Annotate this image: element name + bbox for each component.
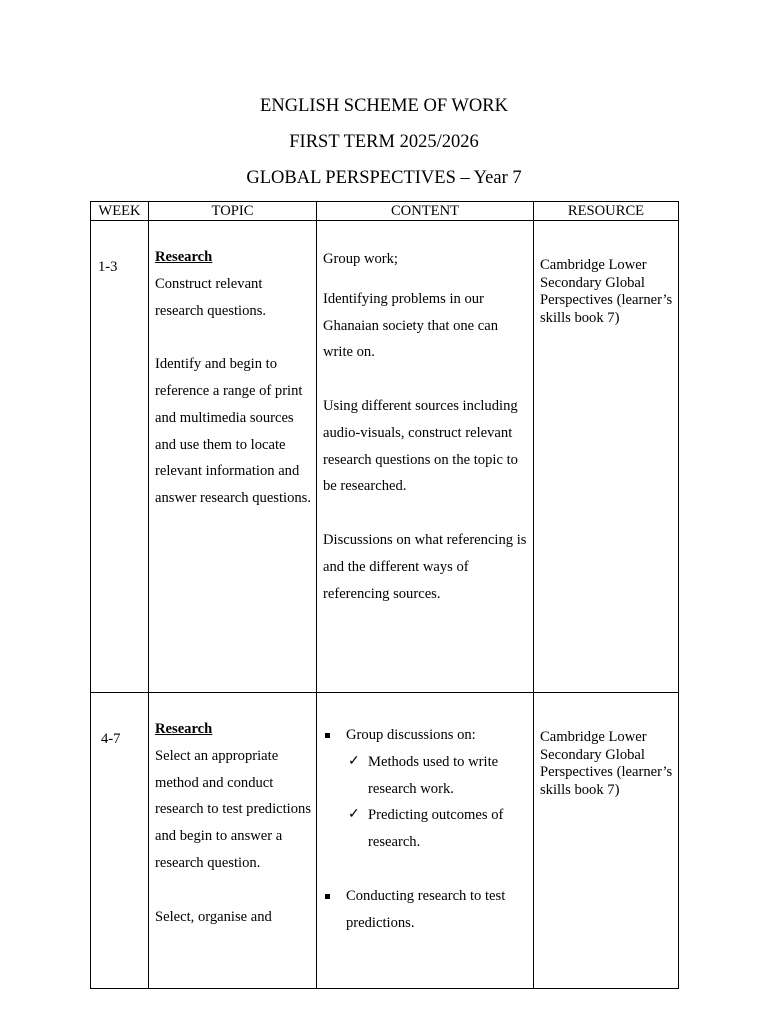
checkmark-icon: ✓ [348,753,360,769]
scheme-table [90,201,679,989]
list-item [346,749,529,803]
list-item [323,883,529,937]
topic-title: Research [155,721,213,737]
topic-cell [149,221,317,693]
topic-objective: Construct relevant research questions. [155,275,267,319]
topic-cell [149,693,317,989]
subject-heading: GLOBAL PERSPECTIVES – Year 7 [246,168,522,188]
resource-cell: Cambridge Lower Secondary Global Perspectives (learner’s skills book 7) [534,221,679,693]
resource-cell: Cambridge Lower Secondary Global Perspectives (learner’s skills book 7) [534,693,679,989]
list-item [323,722,529,856]
content-list [323,722,529,936]
header-content: CONTENT [317,202,534,221]
header-resource: RESOURCE [534,202,679,221]
week-cell: 4-7 [91,693,149,989]
header-topic: TOPIC [149,202,317,221]
term-heading: FIRST TERM 2025/2026 [289,132,479,152]
topic-title: Research [155,249,213,265]
document-title: ENGLISH SCHEME OF WORK [260,96,508,116]
content-paragraph: Discussions on what referencing is and the different ways of referencing sources. [323,531,527,602]
content-paragraph: Group work; [323,251,398,267]
square-bullet-icon [325,894,330,899]
list-item-text: Group discussions on: [346,727,476,743]
topic-objective: Select an appropriate method and conduct research to test predictions and begin to answer a research question. [155,747,312,871]
table-row [91,221,679,693]
checkmark-icon: ✓ [348,807,360,823]
square-bullet-icon [325,733,330,738]
list-item-text: Methods used to write research work. [368,753,499,797]
list-item-text: Conducting research to test predictions. [346,887,506,931]
list-item [346,802,529,856]
table-header-row [91,202,679,221]
week-cell: 1-3 [91,221,149,693]
content-paragraph: Identifying problems in our Ghanaian society that one can write on. [323,290,499,361]
sub-list [346,749,529,856]
topic-objective: Select, organise and [155,908,272,925]
list-item-text: Predicting outcomes of research. [368,807,504,851]
table-row [91,693,679,989]
content-cell [317,693,534,989]
content-cell [317,221,534,693]
topic-objective: Identify and begin to reference a range of print and multimedia sources and use them to locate relevant information and answer research questions. [155,356,312,507]
header-week: WEEK [91,202,149,221]
content-paragraph: Using different sources including audio-visuals, construct relevant research questions on the topic to be researched. [323,397,518,495]
